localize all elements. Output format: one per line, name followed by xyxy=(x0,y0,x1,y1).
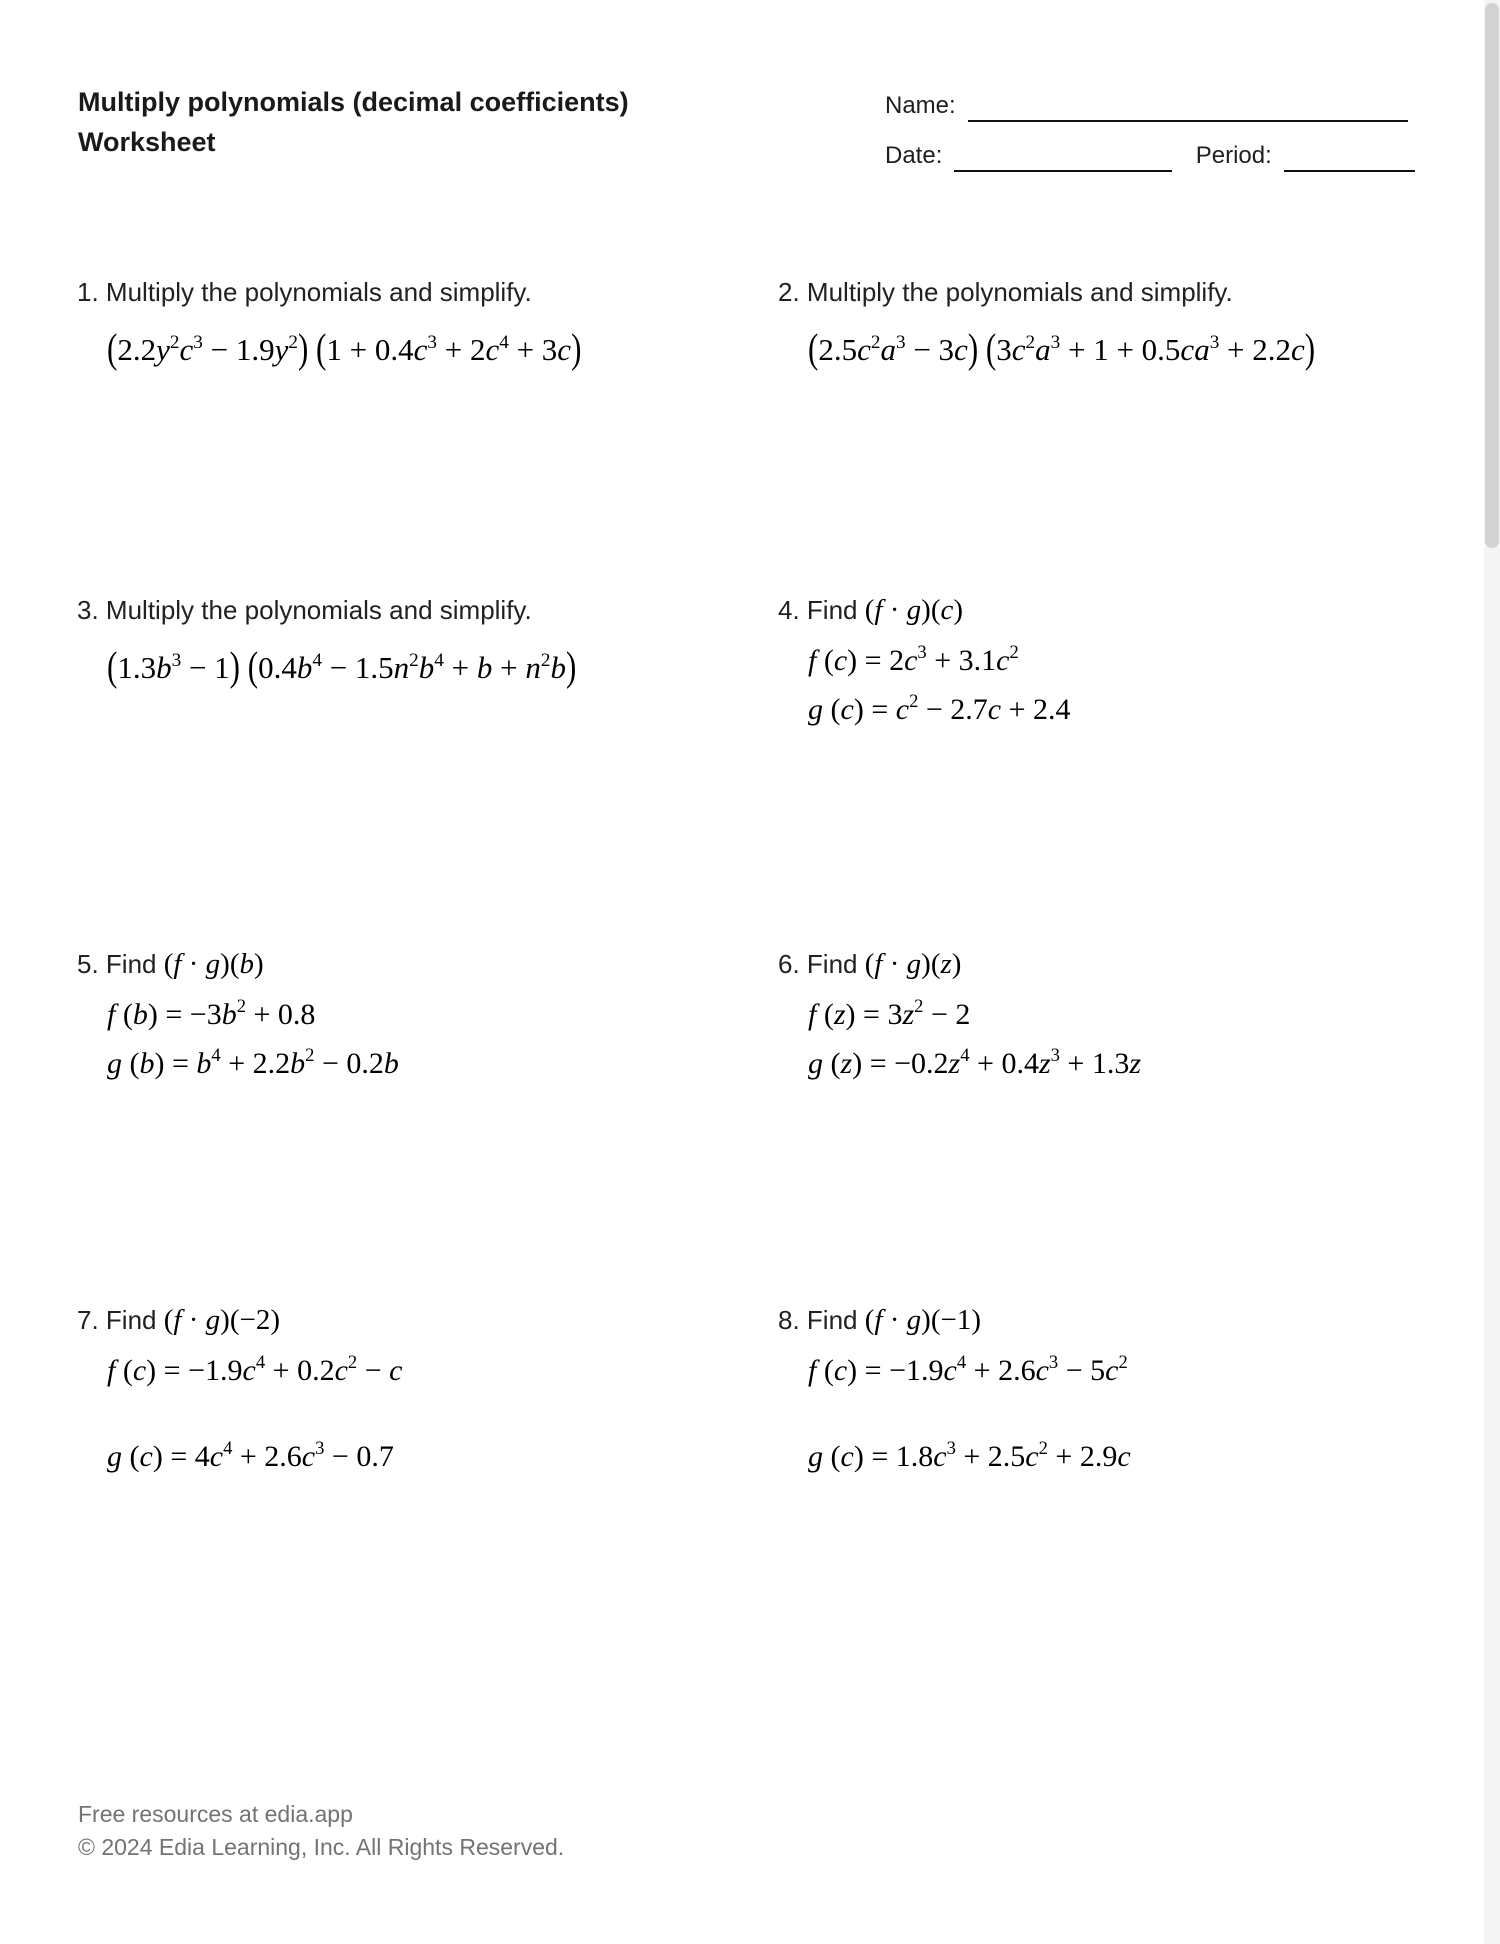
scrollbar-track[interactable] xyxy=(1484,0,1500,1944)
name-blank-line xyxy=(968,92,1408,122)
math-expression: f $(c) = 2c^3 + 3.1c^2$ xyxy=(808,642,1019,677)
period-label: Period: xyxy=(1195,142,1272,169)
problem-prompt xyxy=(778,594,1448,626)
math-expression: $(2.2y^2c^3 - 1.9y^2) (1 + 0.4c^3 + 2c^4 + 3c)$ xyxy=(107,325,582,372)
math-expression: $(1.3b^3 - 1) (0.4b^4 - 1.5n^2b^4 + b + n^2b)$ xyxy=(107,643,577,690)
problem-prompt xyxy=(778,948,1448,980)
date-blank-line xyxy=(954,142,1171,172)
problem-prompt xyxy=(77,276,747,308)
problem-prompt-text: Find xyxy=(806,1305,858,1335)
problem-prompt xyxy=(778,276,1448,308)
problem-prompt-math: (f · g)(b) xyxy=(163,948,264,980)
math-expression: g $(z) = -0.2z^4 + 0.4z^3 + 1.3z$ xyxy=(808,1045,1142,1080)
period-blank-line xyxy=(1284,142,1415,172)
problem-prompt-text: Find xyxy=(806,595,858,625)
math-expression: f $(c) = -1.9c^4 + 2.6c^3 - 5c^2$ xyxy=(808,1352,1128,1387)
name-field-row xyxy=(885,92,1415,122)
problem-number: 3. xyxy=(77,595,99,625)
scrollbar-thumb[interactable] xyxy=(1485,3,1499,548)
problem-prompt-text: Find xyxy=(105,1305,157,1335)
problem-prompt xyxy=(77,594,747,626)
problem-prompt xyxy=(77,1304,747,1336)
problem-number: 1. xyxy=(77,277,99,307)
problem-expressions xyxy=(778,1348,1448,1483)
problem-expressions xyxy=(77,1348,747,1483)
problem-prompt-text: Multiply the polynomials and simplify. xyxy=(105,595,532,625)
math-expression: g $(c) = 1.8c^3 + 2.5c^2 + 2.9c$ xyxy=(808,1438,1131,1473)
problem-expressions xyxy=(77,326,747,379)
date-label: Date: xyxy=(885,142,943,169)
problem-prompt-text: Find xyxy=(105,949,157,979)
worksheet-title-block xyxy=(78,82,629,162)
worksheet-title: Multiply polynomials (decimal coefficients) xyxy=(78,87,629,117)
problem-cell-6 xyxy=(778,948,1448,1090)
problem-cell-8 xyxy=(778,1304,1448,1483)
problem-cell-5 xyxy=(77,948,747,1090)
problem-cell-4 xyxy=(778,594,1448,736)
problem-cell-2 xyxy=(778,276,1448,379)
problem-prompt-text: Multiply the polynomials and simplify. xyxy=(806,277,1233,307)
footer-copyright-text: © 2024 Edia Learning, Inc. All Rights Reserved. xyxy=(78,1834,565,1860)
problem-expressions xyxy=(77,992,747,1090)
date-period-field-row xyxy=(885,142,1415,172)
problem-number: 4. xyxy=(778,595,800,625)
problem-number: 5. xyxy=(77,949,99,979)
problem-prompt-text: Multiply the polynomials and simplify. xyxy=(105,277,532,307)
problem-prompt-math: (f · g)(c) xyxy=(864,594,964,626)
problem-expressions xyxy=(778,992,1448,1090)
name-label: Name: xyxy=(885,92,956,119)
problem-prompt xyxy=(77,948,747,980)
problem-prompt-math: (f · g)(−2) xyxy=(163,1304,281,1336)
problem-expressions xyxy=(778,638,1448,736)
math-expression: g $(c) = 4c^4 + 2.6c^3 - 0.7$ xyxy=(107,1438,394,1473)
problem-number: 2. xyxy=(778,277,800,307)
worksheet-subtitle: Worksheet xyxy=(78,127,216,157)
math-expression: $(2.5c^2a^3 - 3c) (3c^2a^3 + 1 + 0.5ca^3 + 2.2c)$ xyxy=(808,325,1316,372)
footer-resources-text: Free resources at edia.app xyxy=(78,1801,353,1827)
math-expression: f $(c) = -1.9c^4 + 0.2c^2 - c$ xyxy=(107,1352,403,1387)
math-expression: f $(b) = -3b^2 + 0.8$ xyxy=(107,996,316,1031)
problem-number: 7. xyxy=(77,1305,99,1335)
problem-cell-1 xyxy=(77,276,747,379)
problem-prompt-math: (f · g)(−1) xyxy=(864,1304,982,1336)
page-footer xyxy=(78,1798,564,1864)
problem-cell-3 xyxy=(77,594,747,697)
problem-number: 6. xyxy=(778,949,800,979)
problem-number: 8. xyxy=(778,1305,800,1335)
problem-cell-7 xyxy=(77,1304,747,1483)
math-expression: g $(c) = c^2 - 2.7c + 2.4$ xyxy=(808,691,1071,726)
problem-expressions xyxy=(77,644,747,697)
problem-prompt-text: Find xyxy=(806,949,858,979)
math-expression: f $(z) = 3z^2 - 2$ xyxy=(808,996,971,1031)
problem-prompt xyxy=(778,1304,1448,1336)
problem-prompt-math: (f · g)(z) xyxy=(864,948,962,980)
problem-expressions xyxy=(778,326,1448,379)
math-expression: g $(b) = b^4 + 2.2b^2 - 0.2b$ xyxy=(107,1045,399,1080)
student-fields xyxy=(885,92,1415,192)
